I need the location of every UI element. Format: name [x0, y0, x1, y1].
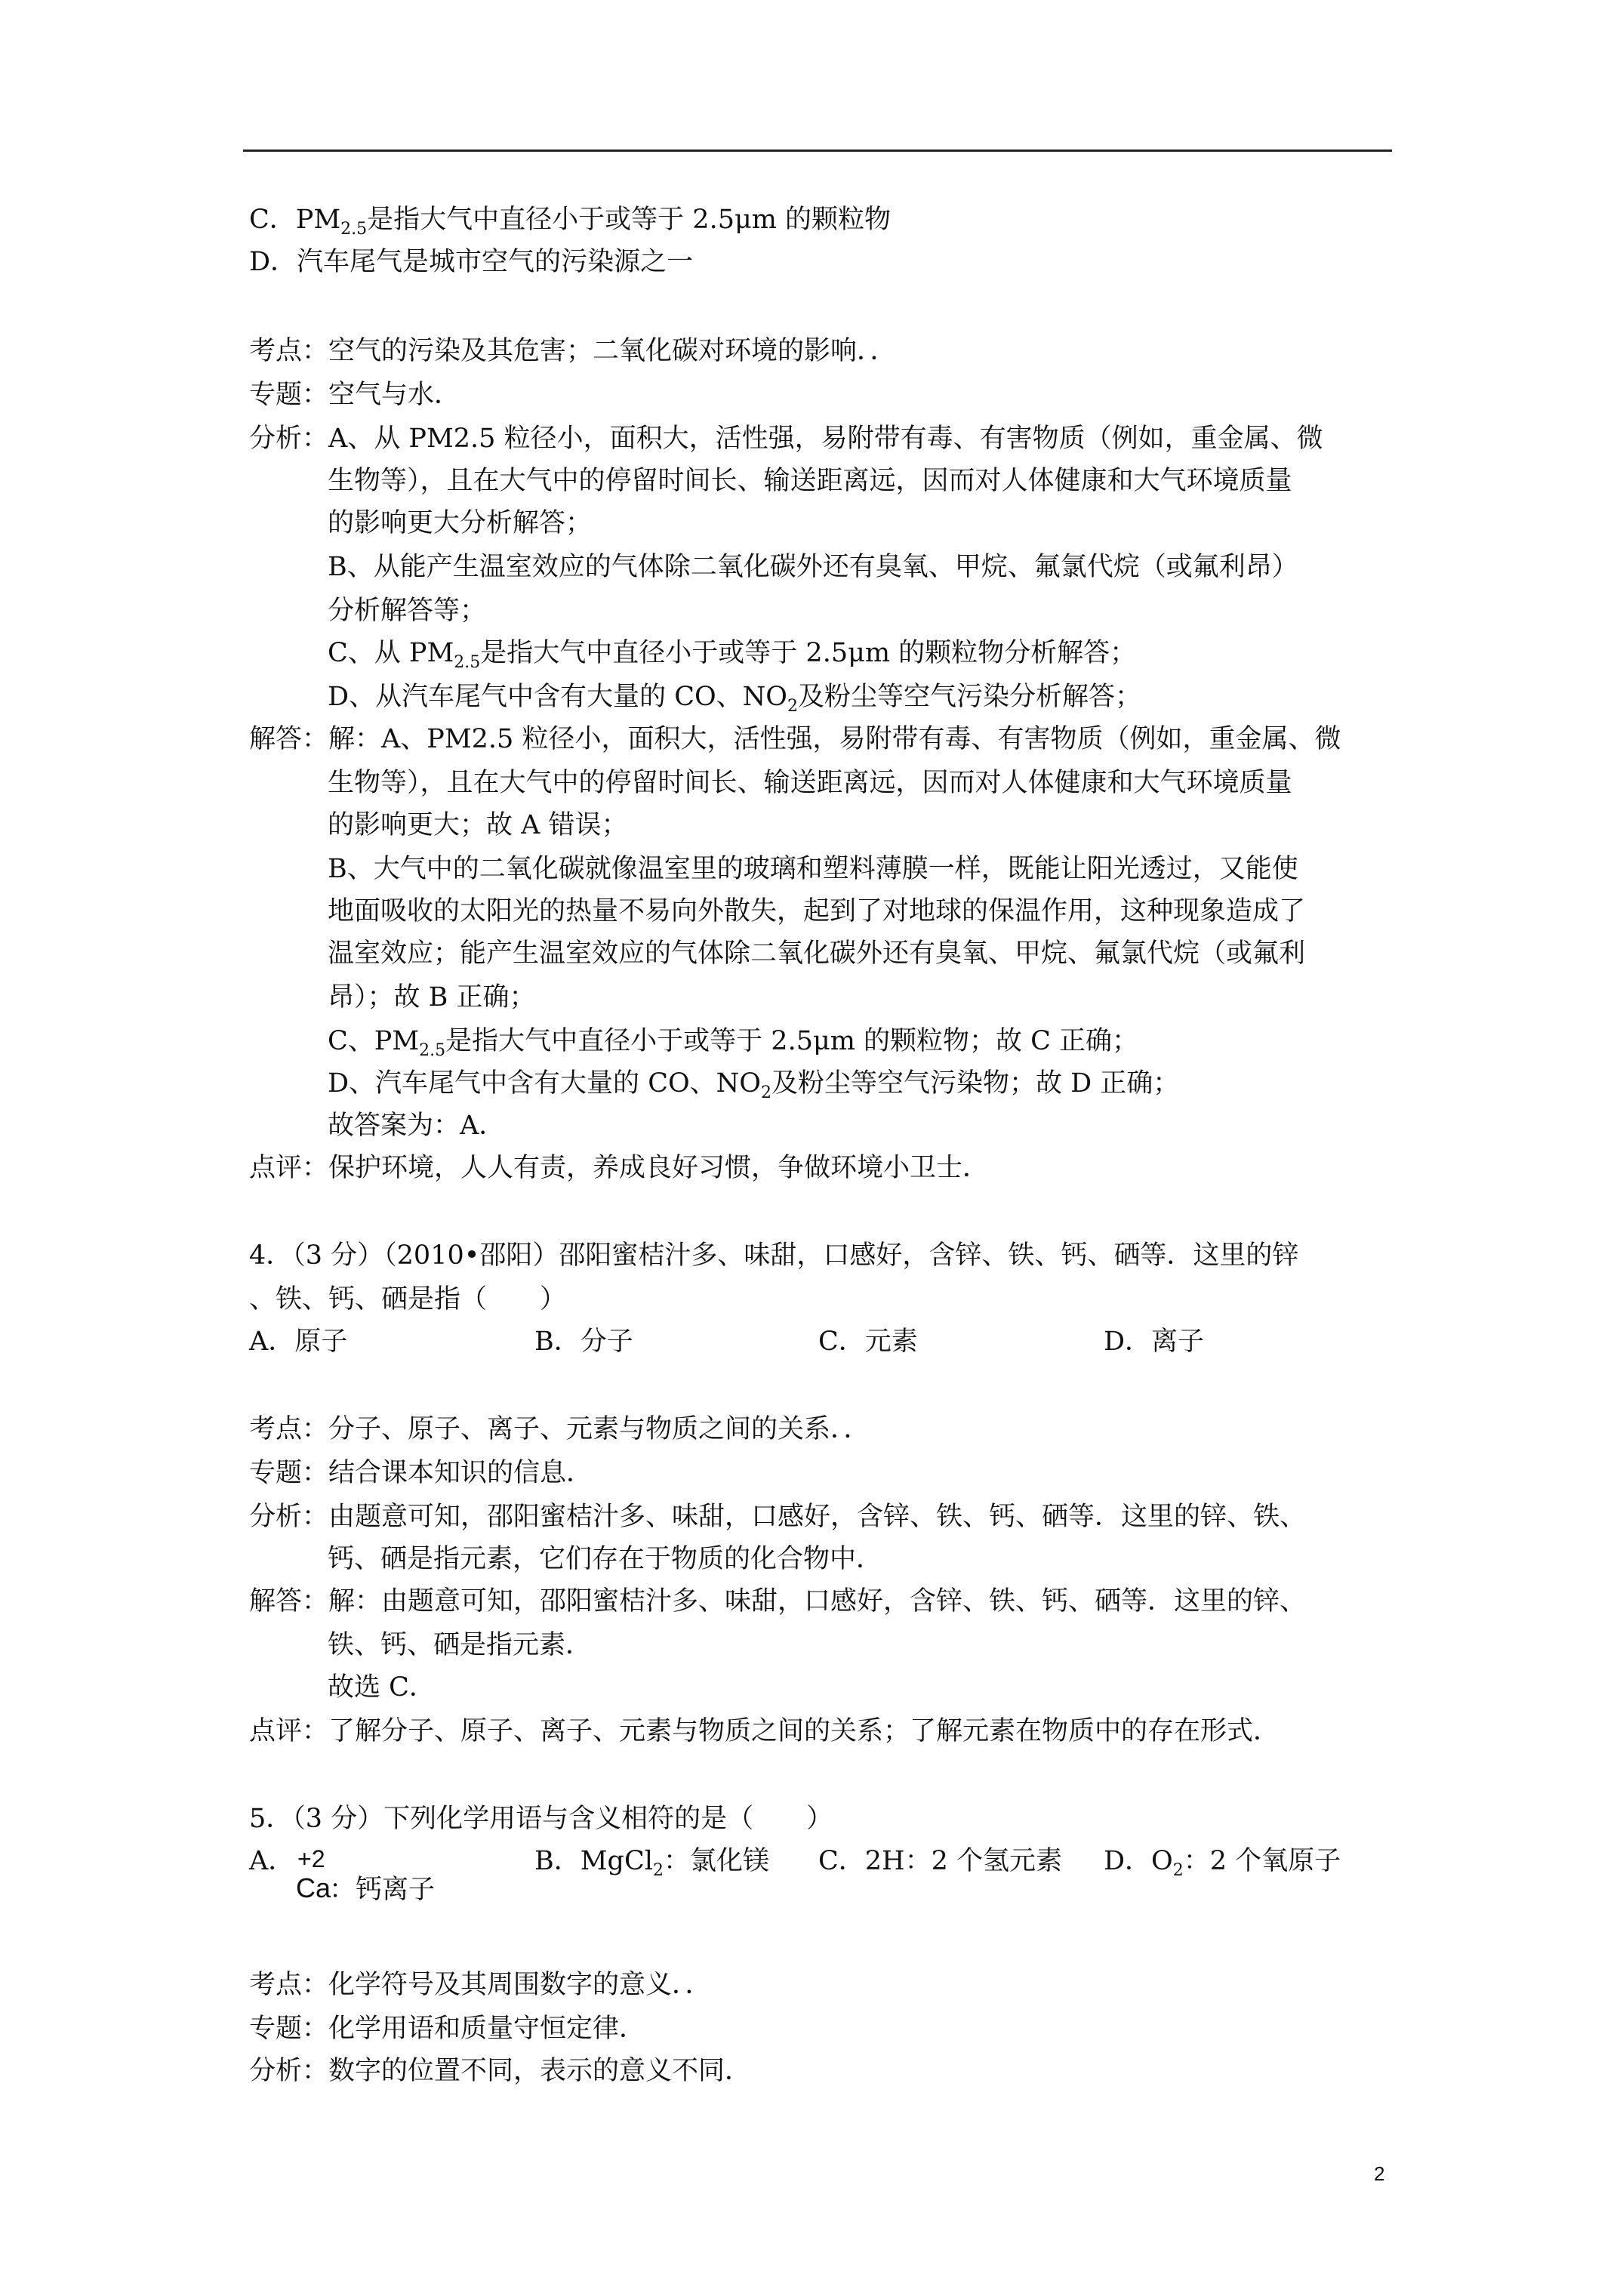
q3-option-d: D．汽车尾气是城市空气的污染源之一 [249, 247, 694, 277]
q3-fenxi-line-2: 生物等），且在大气中的停留时间长、输送距离远，因而对人体健康和大气环境质量 [328, 466, 1292, 496]
q4-option-d: D．离子 [1104, 1327, 1205, 1357]
q5-option-d: D．$O_2$：2 个氧原子 [1104, 1846, 1341, 1880]
q5-stem: 5．（3 分）下列化学用语与含义相符的是（ ） [249, 1804, 833, 1834]
q4-zhuanti: 专题：结合课本知识的信息． [249, 1458, 593, 1488]
q5-option-b: B．MgCl$_2$：氯化镁 [534, 1846, 769, 1880]
q5-kaodian: 考点：化学符号及其周围数字的意义．． [249, 1970, 712, 2000]
q5-option-a-charge: +2 [297, 1845, 325, 1872]
q4-fenxi-line-2: 钙、硒是指元素，它们存在于物质的化合物中． [328, 1544, 883, 1574]
q3-jieda-line-9: D、汽车尾气中含有大量的 CO、$NO_2$及粉尘等空气污染物；故 D 正确； [328, 1068, 1180, 1102]
q5-option-a-text: ：钙离子 [329, 1875, 436, 1905]
q4-jieda-line-2: 铁、钙、硒是指元素． [328, 1630, 593, 1660]
q3-jieda-line-7: 昂）；故 B 正确； [328, 982, 536, 1012]
q5-fenxi: 分析：数字的位置不同，表示的意义不同． [249, 2056, 752, 2086]
q3-kaodian: 考点：空气的污染及其危害；二氧化碳对环境的影响．． [249, 336, 897, 366]
q3-jieda-line-2: 生物等），且在大气中的停留时间长、输送距离远，因而对人体健康和大气环境质量 [328, 768, 1292, 798]
q3-fenxi-line-6: C、从 $PM_{2.5}$是指大气中直径小于或等于 2.5μm 的颗粒物分析解答； [328, 638, 1137, 672]
q3-fenxi-line-4: B、从能产生温室效应的气体除二氧化碳外还有臭氧、甲烷、氟氯代烷（或氟利昂） [328, 552, 1298, 582]
q3-fenxi-line-1: 分析：A、从 PM2.5 粒径小，面积大，活性强，易附带有毒、有害物质（例如，重金属、微 [249, 424, 1323, 454]
q4-fenxi-line-1: 分析：由题意可知，邵阳蜜桔汁多、味甜，口感好，含锌、铁、钙、硒等．这里的锌、铁、 [249, 1502, 1307, 1532]
q3-fenxi-line-7: D、从汽车尾气中含有大量的 CO、$NO_2$及粉尘等空气污染分析解答； [328, 682, 1141, 716]
q3-fenxi-line-3: 的影响更大分析解答； [328, 508, 593, 538]
q3-jieda-line-3: 的影响更大；故 A 错误； [328, 810, 628, 840]
q4-jieda-line-1: 解答：解：由题意可知，邵阳蜜桔汁多、味甜，口感好，含锌、铁、钙、硒等．这里的锌、 [249, 1586, 1307, 1616]
q3-fenxi-line-5: 分析解答等； [328, 596, 487, 626]
q3-jieda-line-1: 解答：解：A、PM2.5 粒径小，面积大，活性强，易附带有毒、有害物质（例如，重金属、微 [249, 724, 1341, 754]
q4-option-b: B．分子 [534, 1327, 633, 1357]
page-number: 2 [1374, 2162, 1385, 2185]
q5-option-a-label: A． [249, 1846, 295, 1876]
q4-kaodian: 考点：分子、原子、离子、元素与物质之间的关系．． [249, 1414, 870, 1444]
q5-zhuanti: 专题：化学用语和质量守恒定律． [249, 2014, 646, 2044]
q3-jieda-line-10: 故答案为：A． [328, 1111, 506, 1141]
q3-jieda-line-8: C、$PM_{2.5}$是指大气中直径小于或等于 2.5μm 的颗粒物；故 C 正确； [328, 1026, 1139, 1060]
q3-jieda-line-6: 温室效应；能产生温室效应的气体除二氧化碳外还有臭氧、甲烷、氟氯代烷（或氟利 [328, 938, 1306, 969]
q3-jieda-line-4: B、大气中的二氧化碳就像温室里的玻璃和塑料薄膜一样，既能让阳光透过，又能使 [328, 854, 1298, 884]
q5-option-c: C．2H：2 个氢元素 [818, 1846, 1062, 1876]
header-rule [243, 149, 1392, 152]
q4-jieda-line-3: 故选 C． [328, 1672, 436, 1703]
q3-jieda-line-5: 地面吸收的太阳光的热量不易向外散失，起到了对地球的保温作用，这种现象造成了 [328, 896, 1306, 926]
q5-option-a-symbol: Ca [296, 1872, 331, 1903]
q4-stem-line-1: 4．（3 分）（2010•邵阳）邵阳蜜桔汁多、味甜，口感好，含锌、铁、钙、硒等．这里的锌 [249, 1240, 1299, 1271]
q4-stem-line-2: 、铁、钙、硒是指（ ） [249, 1284, 567, 1314]
q3-option-c: C．$PM_{2.5}$是指大气中直径小于或等于 2.5μm 的颗粒物 [249, 205, 892, 239]
q4-option-c: C．元素 [818, 1327, 918, 1357]
q4-option-a: A．原子 [249, 1327, 348, 1357]
q3-zhuanti: 专题：空气与水． [249, 380, 461, 410]
q3-dianping: 点评：保护环境，人人有责，养成良好习惯，争做环境小卫士． [249, 1153, 990, 1183]
q4-dianping: 点评：了解分子、原子、离子、元素与物质之间的关系；了解元素在物质中的存在形式． [249, 1716, 1280, 1746]
